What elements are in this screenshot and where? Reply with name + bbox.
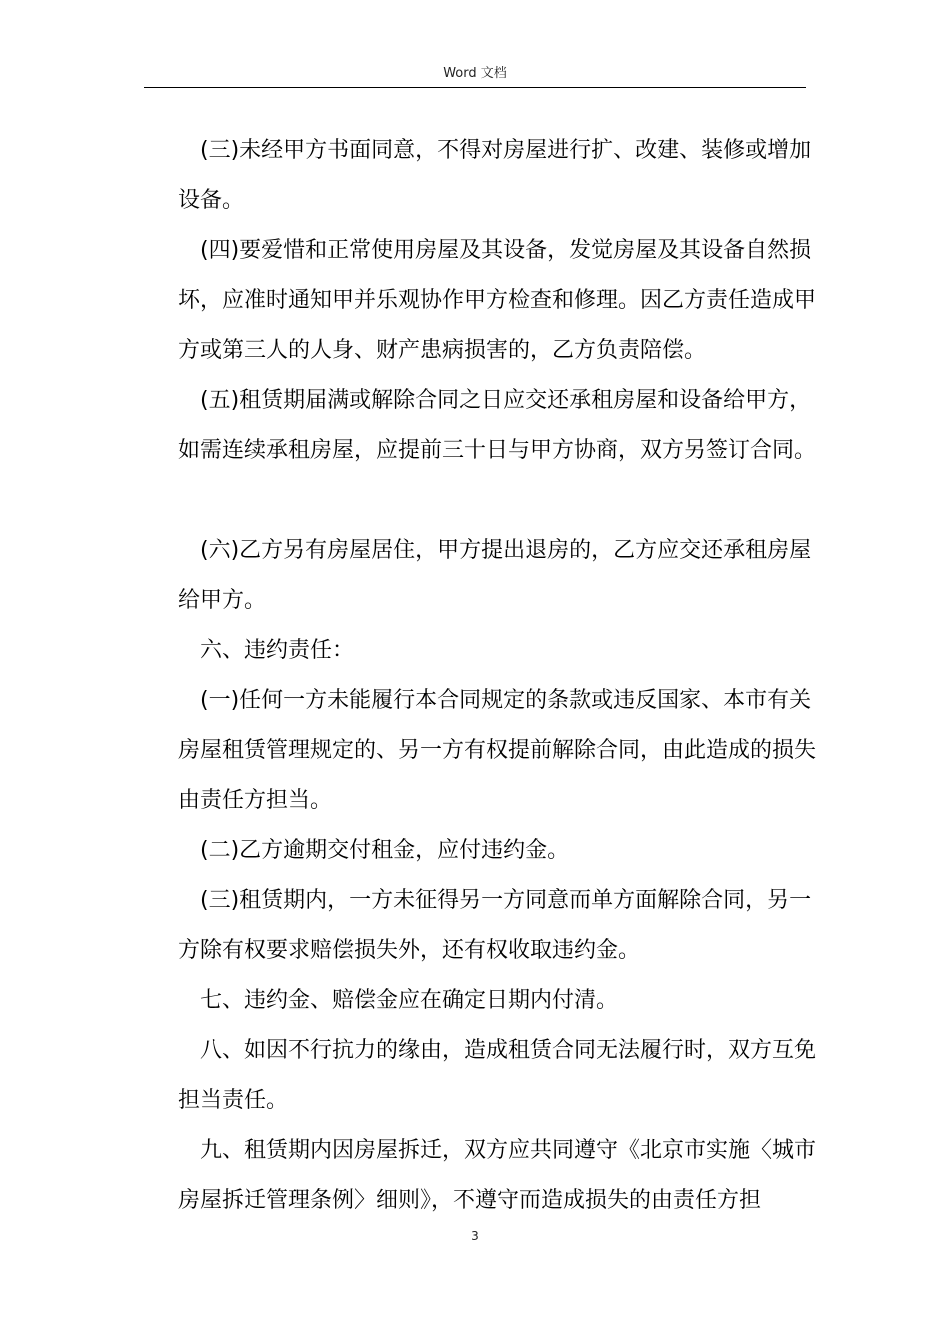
page-number: 3	[471, 1229, 479, 1243]
paragraph-liu-move-out: (六)乙方另有房屋居住，甲方提出退房的，乙方应交还承租房屋给甲方。	[178, 538, 812, 613]
section-eight-force-majeure: 八、如因不行抗力的缘由，造成租赁合同无法履行时，双方互免担当责任。	[178, 1038, 817, 1113]
section-nine-demolition: 九、租赁期内因房屋拆迁，双方应共同遵守《北京市实施〈城市房屋拆迁管理条例〉细则》，不遵守而造成损失的由责任方担	[178, 1138, 817, 1213]
header-divider	[144, 87, 806, 88]
section-heading-liability: 六、违约责任：	[200, 638, 355, 663]
document-body	[178, 126, 818, 1226]
header-title: Word 文档	[443, 66, 507, 81]
section-seven-payment: 七、违约金、赔偿金应在确定日期内付清。	[200, 988, 619, 1013]
paragraph-si-maintenance: (四)要爱惜和正常使用房屋及其设备，发觉房屋及其设备自然损坏，应准时通知甲并乐观协作甲方检查和修理。因乙方责任造成甲方或第三人的人身、财产患病损害的，乙方负责陪偿。	[178, 238, 817, 363]
paragraph-wu-return-property: (五)租赁期届满或解除合同之日应交还承租房屋和设备给甲方，如需连续承租房屋，应提前三十日与甲方协商，双方另签订合同。	[178, 388, 817, 463]
paragraph-san-renovation: (三)未经甲方书面同意，不得对房屋进行扩、改建、装修或增加设备。	[178, 138, 812, 213]
paragraph-er-late-rent: (二)乙方逾期交付租金，应付违约金。	[200, 838, 570, 863]
paragraph-gap	[178, 476, 818, 526]
paragraph-san-termination: (三)租赁期内，一方未征得另一方同意而单方面解除合同，另一方除有权要求赔偿损失外，还有权收取违约金。	[178, 888, 812, 963]
paragraph-yi-breach: (一)任何一方未能履行本合同规定的条款或违反国家、本市有关房屋租赁管理规定的、另一方有权提前解除合同，由此造成的损失由责任方担当。	[178, 688, 817, 813]
